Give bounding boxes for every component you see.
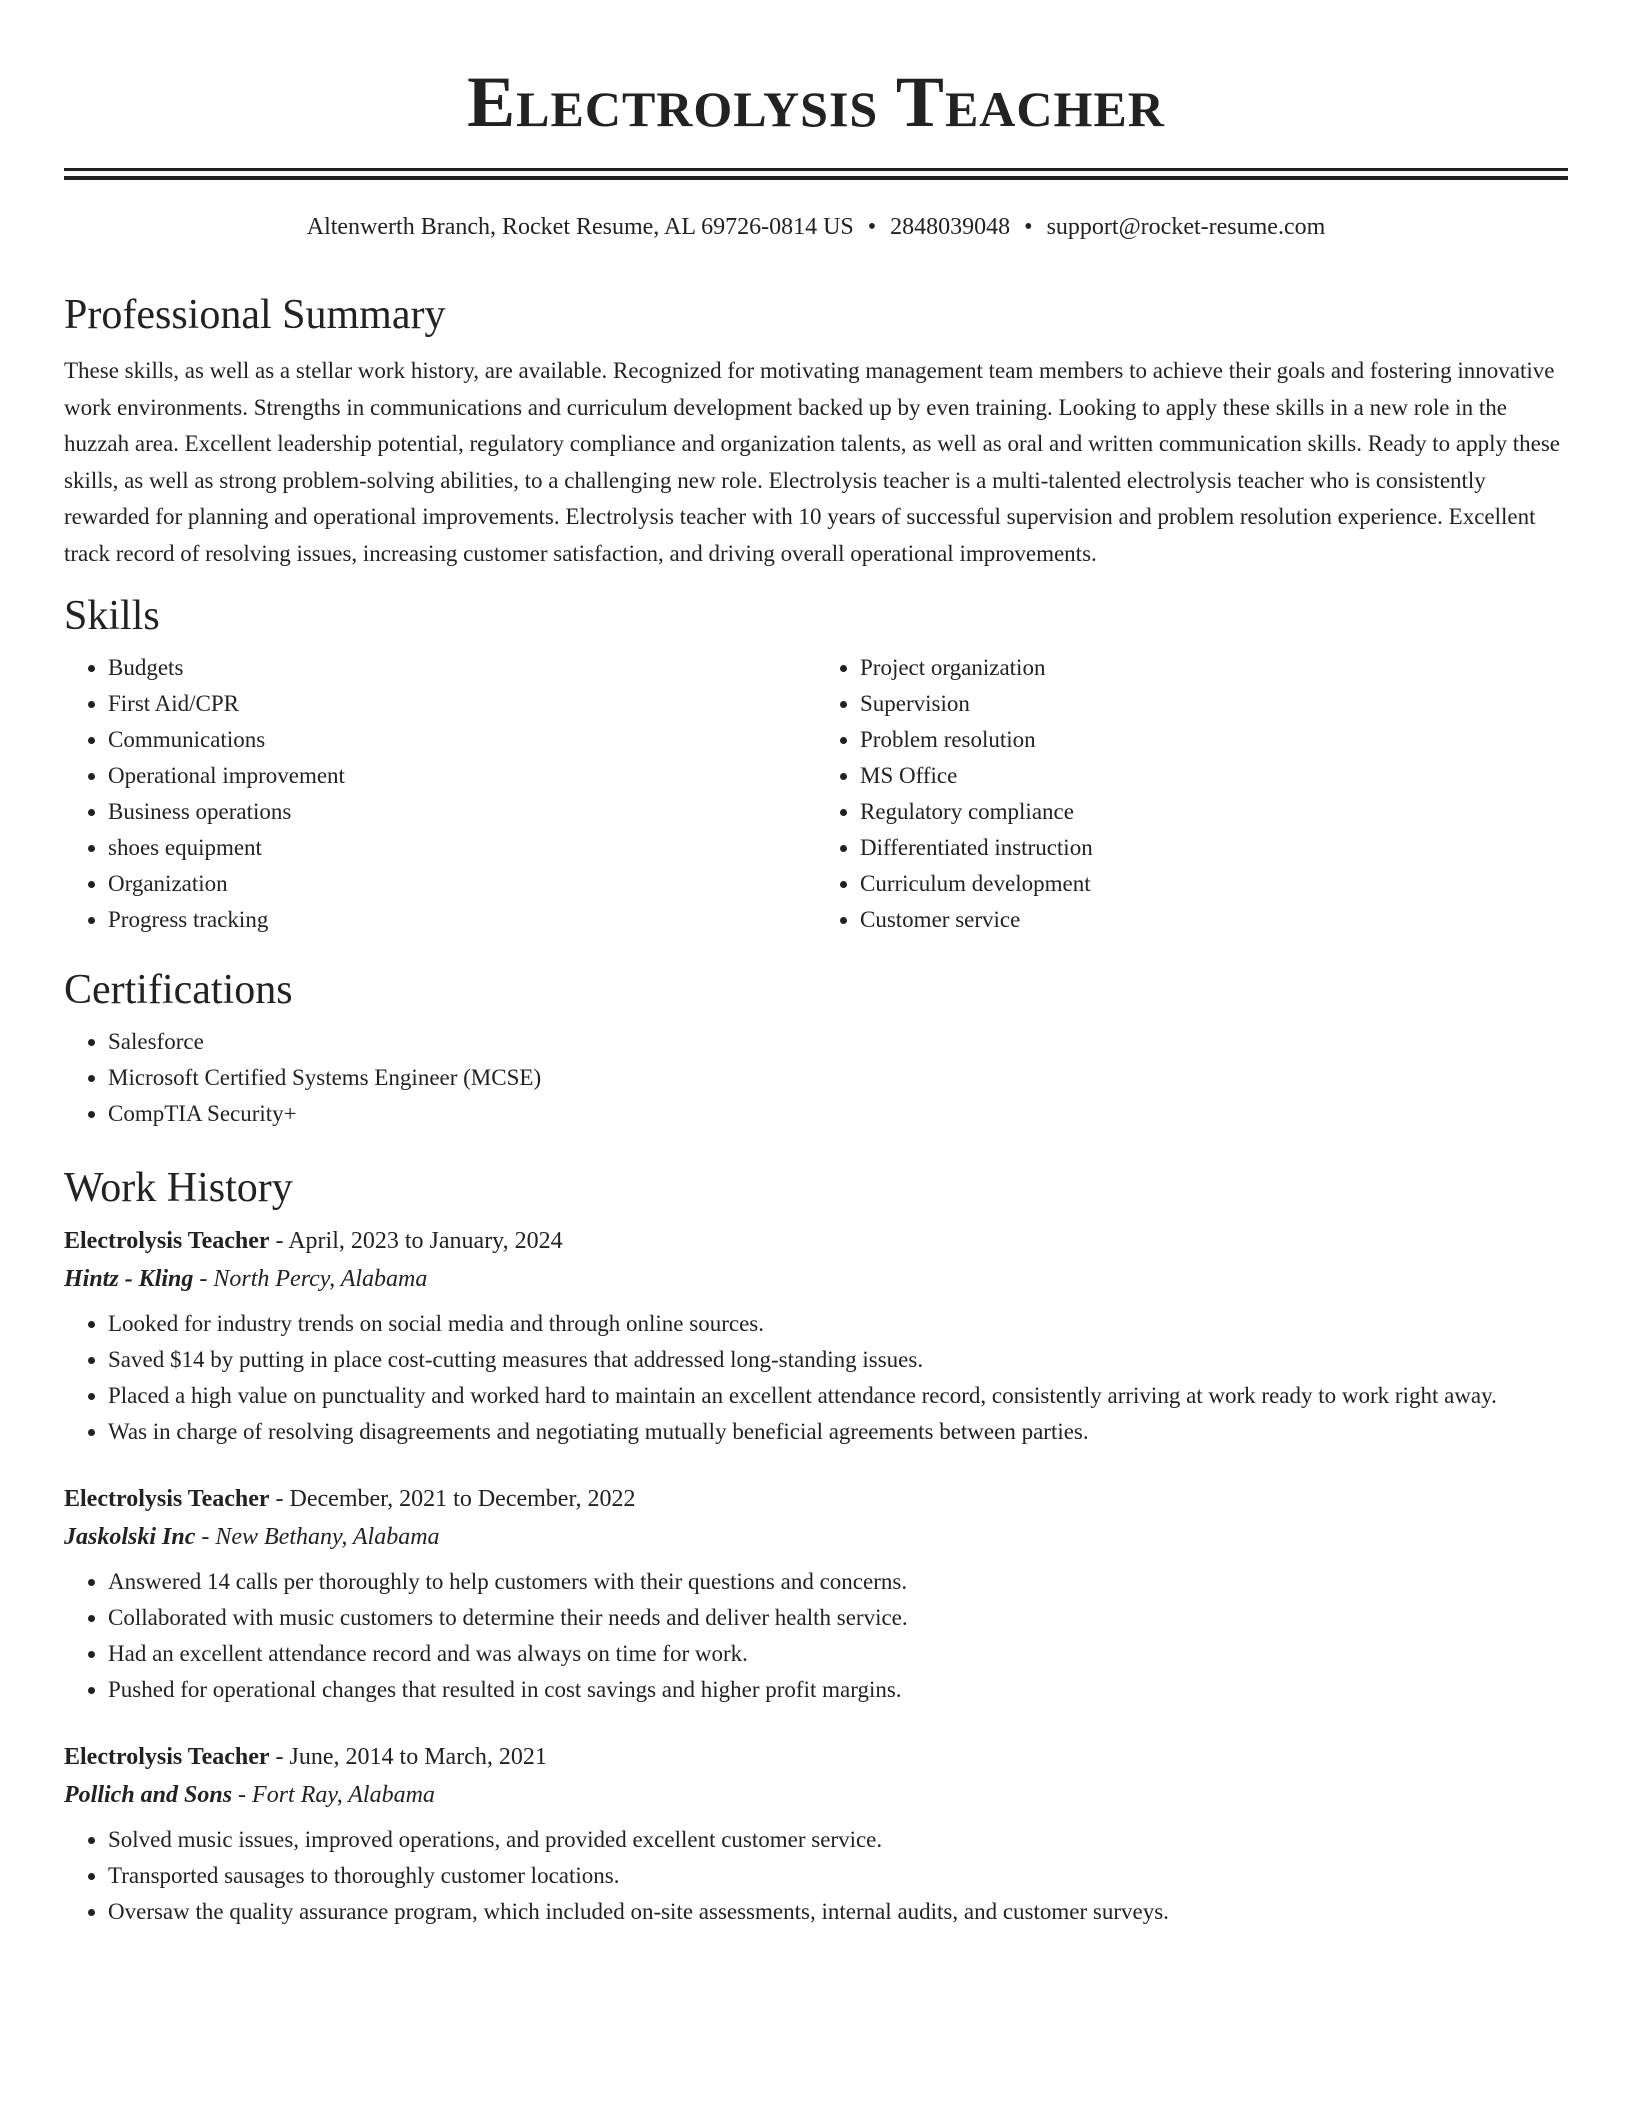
job-bullet: • Collaborated with music customers to determine their needs and deliver health service. — [108, 1600, 1568, 1636]
certifications-heading: Certifications — [64, 967, 293, 1013]
skill-item: • Operational improvement — [108, 758, 816, 794]
job-company-line — [64, 1776, 1568, 1814]
job-company: Pollich and Sons — [64, 1782, 233, 1808]
job-bullet: • Was in charge of resolving disagreements and negotiating mutually beneficial agreements between parties. — [108, 1414, 1568, 1450]
job-bullet: • Placed a high value on punctuality and worked hard to maintain an excellent attendance record, consistently arriving at work ready to work right away. — [108, 1378, 1568, 1414]
title-divider-thin — [64, 176, 1568, 180]
job-role: Electrolysis Teacher — [64, 1228, 270, 1254]
job-bullets — [64, 1822, 1568, 1930]
summary-heading: Professional Summary — [64, 292, 446, 338]
contact-phone: 2848039048 — [890, 214, 1011, 240]
resume-page — [64, 0, 1568, 1930]
skill-item: • Curriculum development — [860, 866, 1568, 902]
job-company-line — [64, 1260, 1568, 1298]
job-company: Jaskolski Inc — [64, 1524, 196, 1550]
contact-email: support@rocket-resume.com — [1046, 214, 1326, 240]
job-bullets — [64, 1306, 1568, 1450]
skill-item: • Organization — [108, 866, 816, 902]
job-bullet: • Oversaw the quality assurance program, which included on-site assessments, internal audits, and customer surveys. — [108, 1894, 1568, 1930]
summary-text: These skills, as well as a stellar work history, are available. Recognized for motivating management team members to achieve their goals and fostering innovative work environments. Strengths in communications and curriculum development backed up by even training. Looking to apply these skills in a new role in the huzzah area. Excellent leadership potential, regulatory compliance and organization talents, as well as oral and written communication skills. Ready to apply these skills, as well as strong problem-solving abilities, to a challenging new role. Electrolysis teacher is a multi-talented electrolysis teacher who is consistently rewarded for planning and operational improvements. Electrolysis teacher with 10 years of successful supervision and problem resolution experience. Excellent track record of resolving issues, increasing customer satisfaction, and driving overall operational improvements. — [64, 358, 1560, 566]
job-role: Electrolysis Teacher — [64, 1744, 270, 1770]
skill-item: • Communications — [108, 722, 816, 758]
skill-item: • Progress tracking — [108, 902, 816, 938]
skill-item: • First Aid/CPR — [108, 686, 816, 722]
skill-item: • shoes equipment — [108, 830, 816, 866]
job-bullet: • Pushed for operational changes that resulted in cost savings and higher profit margins. — [108, 1672, 1568, 1708]
skill-item: • Customer service — [860, 902, 1568, 938]
job-bullet: • Had an excellent attendance record and was always on time for work. — [108, 1636, 1568, 1672]
skill-item: • MS Office — [860, 758, 1568, 794]
job-role: Electrolysis Teacher — [64, 1486, 270, 1512]
certification-item: • Microsoft Certified Systems Engineer (MCSE) — [108, 1060, 1568, 1096]
contact-separator: • — [867, 214, 877, 240]
job-bullet: • Saved $14 by putting in place cost-cutting measures that addressed long-standing issues. — [108, 1342, 1568, 1378]
skill-item: • Supervision — [860, 686, 1568, 722]
job-entry — [64, 1222, 1568, 1450]
skill-item: • Problem resolution — [860, 722, 1568, 758]
job-dates: - June, 2014 to March, 2021 — [269, 1744, 547, 1770]
resume-title: Electrolysis Teacher — [467, 62, 1165, 142]
job-location: - New Bethany, Alabama — [195, 1524, 440, 1550]
job-dates: - December, 2021 to December, 2022 — [269, 1486, 636, 1512]
job-dates: - April, 2023 to January, 2024 — [269, 1228, 563, 1254]
job-bullet: • Looked for industry trends on social media and through online sources. — [108, 1306, 1568, 1342]
work-history-heading: Work History — [64, 1165, 293, 1211]
job-bullets — [64, 1564, 1568, 1708]
skill-item: • Business operations — [108, 794, 816, 830]
skills-heading: Skills — [64, 593, 160, 639]
job-bullet: • Transported sausages to thoroughly customer locations. — [108, 1858, 1568, 1894]
certification-item: • Salesforce — [108, 1024, 1568, 1060]
contact-address: Altenwerth Branch, Rocket Resume, AL 69726-0814 US — [306, 214, 854, 240]
job-bullet: • Solved music issues, improved operations, and provided excellent customer service. — [108, 1822, 1568, 1858]
job-entry — [64, 1480, 1568, 1708]
job-bullet: • Answered 14 calls per thoroughly to help customers with their questions and concerns. — [108, 1564, 1568, 1600]
skills-columns — [64, 650, 1568, 938]
skill-item: • Differentiated instruction — [860, 830, 1568, 866]
job-location: - Fort Ray, Alabama — [232, 1782, 435, 1808]
skill-item: • Budgets — [108, 650, 816, 686]
job-title-line — [64, 1222, 1568, 1260]
contact-line — [64, 209, 1568, 245]
skills-list-left — [64, 650, 816, 938]
certifications-list — [64, 1024, 1568, 1132]
contact-separator: • — [1024, 214, 1033, 240]
job-title-line — [64, 1480, 1568, 1518]
job-company: Hintz - Kling — [64, 1266, 194, 1292]
certification-item: • CompTIA Security+ — [108, 1096, 1568, 1132]
skill-item: • Regulatory compliance — [860, 794, 1568, 830]
skills-list-right — [816, 650, 1568, 938]
skill-item: • Project organization — [860, 650, 1568, 686]
job-entry — [64, 1738, 1568, 1930]
job-title-line — [64, 1738, 1568, 1776]
job-company-line — [64, 1518, 1568, 1556]
job-location: - North Percy, Alabama — [193, 1266, 428, 1292]
